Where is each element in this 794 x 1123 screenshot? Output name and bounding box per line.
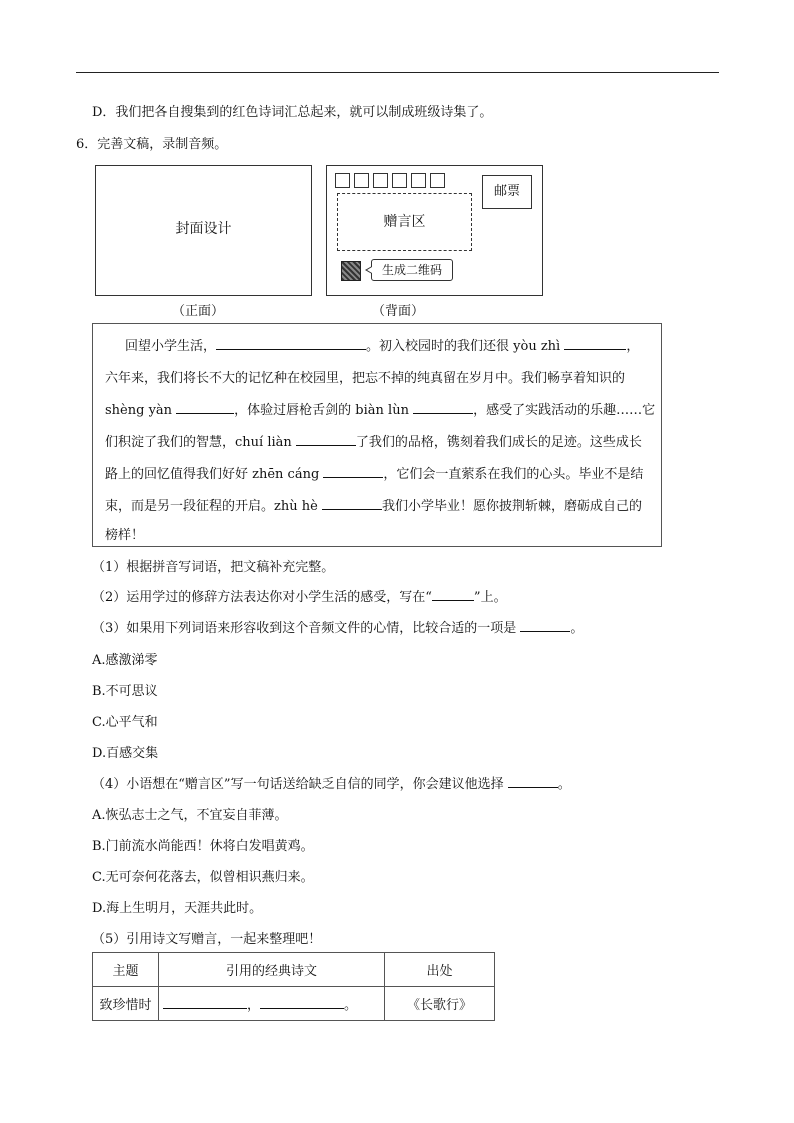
sub-question-1: （1）根据拼音写词语，把文稿补充完整。 xyxy=(92,560,335,575)
answer-blank[interactable] xyxy=(508,775,558,788)
header-source: 出处 xyxy=(385,953,495,987)
table-row xyxy=(93,987,495,1021)
sub-question-4: （4）小语想在“赠言区”写一句话送给缺乏自信的同学，你会建议他选择 。 xyxy=(92,777,571,792)
draft-line-3: shèng yàn ，体验过唇枪舌剑的 biàn lùn ，感受了实践活动的乐趣……它 xyxy=(105,403,656,418)
draft-box xyxy=(92,323,662,547)
answer-blank[interactable] xyxy=(322,497,382,510)
option-a[interactable]: A.感激涕零 xyxy=(92,653,158,668)
draft-line-7: 榜样！ xyxy=(105,528,145,543)
header-quote: 引用的经典诗文 xyxy=(159,953,385,987)
previous-option-d: D．我们把各自搜集到的红色诗词汇总起来，就可以制成班级诗集了。 xyxy=(92,105,493,120)
answer-blank[interactable] xyxy=(216,337,366,350)
option-b[interactable]: B.不可思议 xyxy=(92,684,158,699)
cell-quote: ， 。 xyxy=(159,987,385,1021)
cell-source: 《长歌行》 xyxy=(385,987,495,1021)
answer-blank[interactable] xyxy=(163,996,247,1009)
answer-blank[interactable] xyxy=(323,465,383,478)
qr-callout: 生成二维码 xyxy=(371,259,453,281)
back-caption: （背面） xyxy=(372,304,425,319)
answer-blank[interactable] xyxy=(432,588,474,601)
table-header-row xyxy=(93,953,495,987)
draft-line-1: 回望小学生活， 。初入校园时的我们还很 yòu zhì ， xyxy=(125,339,640,354)
option-d[interactable]: D.百感交集 xyxy=(92,746,159,761)
postcode-box xyxy=(373,173,388,188)
postcode-box xyxy=(430,173,445,188)
answer-blank[interactable] xyxy=(296,433,356,446)
cell-theme: 致珍惜时 xyxy=(93,987,159,1021)
back-cover-box xyxy=(326,165,543,296)
option-d[interactable]: D.海上生明月，天涯共此时。 xyxy=(92,901,263,916)
sub-question-2: （2）运用学过的修辞方法表达你对小学生活的感受，写在“ ”上。 xyxy=(92,590,507,605)
postcode-box xyxy=(354,173,369,188)
answer-blank[interactable] xyxy=(413,401,473,414)
quote-table xyxy=(92,952,495,1021)
postcode-box xyxy=(392,173,407,188)
header-rule xyxy=(76,72,719,73)
option-a[interactable]: A.恢弘志士之气，不宜妄自菲薄。 xyxy=(92,808,288,823)
draft-line-4: 们积淀了我们的智慧，chuí liàn 了我们的品格，镌刻着我们成长的足迹。这些成长 xyxy=(105,435,642,450)
cover-design-label: 封面设计 xyxy=(175,221,232,237)
answer-blank[interactable] xyxy=(176,401,234,414)
postcode-box xyxy=(335,173,350,188)
front-caption: （正面） xyxy=(172,304,225,319)
front-cover-box xyxy=(95,165,312,296)
sub-question-3: （3）如果用下列词语来形容收到这个音频文件的心情，比较合适的一项是 。 xyxy=(92,621,584,636)
answer-blank[interactable] xyxy=(520,619,570,632)
option-c[interactable]: C.心平气和 xyxy=(92,715,158,730)
stamp-box: 邮票 xyxy=(482,175,532,209)
answer-blank[interactable] xyxy=(260,996,344,1009)
draft-line-2: 六年来，我们将长不大的记忆种在校园里，把忘不掉的纯真留在岁月中。我们畅享着知识的 xyxy=(105,371,626,386)
draft-line-6: 束，而是另一段征程的开启。zhù hè 我们小学毕业！愿你披荆斩棘，磨砺成自己的 xyxy=(105,499,642,514)
question-6-title: 6．完善文稿，录制音频。 xyxy=(76,137,228,152)
sub-question-5: （5）引用诗文写赠言，一起来整理吧！ xyxy=(92,932,322,947)
postcode-box xyxy=(411,173,426,188)
gift-area: 赠言区 xyxy=(337,193,472,251)
option-b[interactable]: B.门前流水尚能西！休将白发唱黄鸡。 xyxy=(92,839,314,854)
draft-line-5: 路上的回忆值得我们好好 zhēn cáng ，它们会一直萦系在我们的心头。毕业不是结 xyxy=(105,467,644,482)
qr-code-icon xyxy=(341,261,361,281)
option-c[interactable]: C.无可奈何花落去，似曾相识燕归来。 xyxy=(92,870,314,885)
header-theme: 主题 xyxy=(93,953,159,987)
answer-blank[interactable] xyxy=(564,337,626,350)
